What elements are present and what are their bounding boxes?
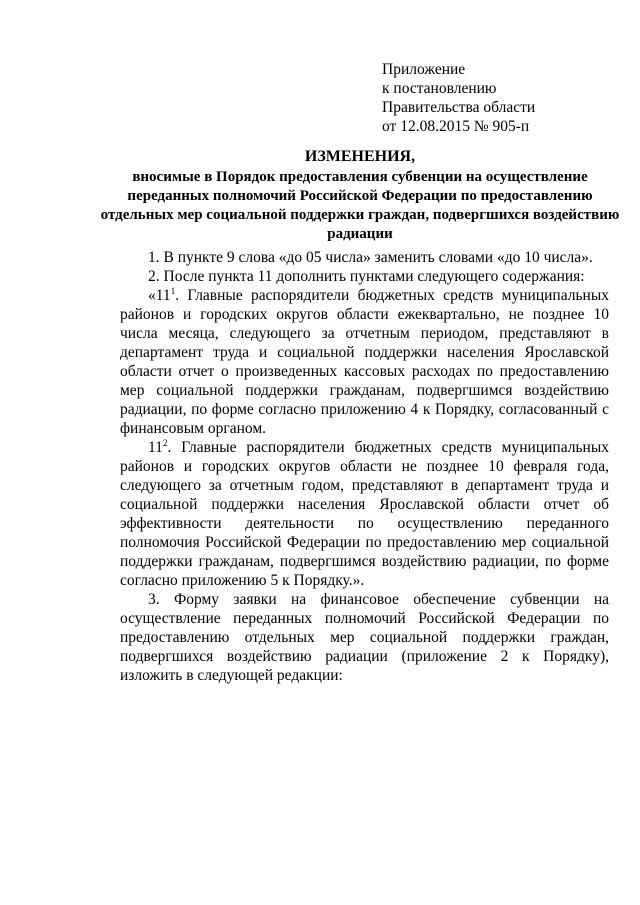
appendix-line: Приложение — [382, 61, 466, 78]
clause-text: . Главные распорядители бюджетных средств муниципальных районов и городских округов области ежеквартально, не позднее 10 числа месяца, следующего за отчетным периодом, представляют в департамент труда и социальной поддержки населения Ярославской области отчет о произведенных кассовых расходах по предоставлению мер социальной поддержки гражданам, подвергшимся воздействию радиации, по форме согласно приложению 4 к Порядку, согласованный с финансовым органом. — [120, 287, 609, 437]
heading-subtitle: вносимые в Порядок предоставления субвенции на осуществление переданных полномочий Российской Федерации по предоставлению отдельных мер социальной поддержки граждан, подвергшихся воздействию радиации — [100, 169, 620, 242]
clause-number: 11 — [148, 439, 163, 456]
clause-superscript: 1 — [170, 285, 176, 296]
clause-superscript: 2 — [162, 437, 168, 448]
appendix-line: к постановлению — [382, 80, 497, 97]
paragraph-item-11-2 — [120, 438, 609, 590]
appendix-date-line: от 12.08.2015 № 905-п — [382, 118, 530, 135]
paragraph-item-2: 2. После пункта 11 дополнить пунктами следующего содержания: — [148, 268, 585, 285]
document-heading — [100, 148, 620, 244]
paragraph-item-3: 3. Форму заявки на финансовое обеспечение субвенции на осуществление переданных полномочий Российской Федерации по предоставлению отдельных мер социальной поддержки граждан, подвергшихся воздействию радиации (приложение 2 к Порядку), изложить в следующей редакции: — [120, 591, 609, 684]
paragraph-item-11-1 — [120, 286, 609, 438]
heading-title: ИЗМЕНЕНИЯ, — [304, 148, 416, 165]
appendix-line: Правительства области — [382, 99, 536, 116]
appendix-block — [382, 60, 535, 136]
clause-text: . Главные распорядители бюджетных средств муниципальных районов и городских округов области не позднее 10 февраля года, следующего за отчетным годом, представляют в департамент труда и социальной поддержки населения Ярославской области отчет об эффективности деятельности по осуществлению переданного полномочия Российской Федерации по предоставлению мер социальной поддержки гражданам, подвергшимся воздействию радиации, по форме согласно приложению 5 к Порядку.». — [120, 439, 609, 589]
document-body — [120, 248, 609, 685]
paragraph-item-1: 1. В пункте 9 слова «до 05 числа» заменить словами «до 10 числа». — [148, 249, 593, 266]
clause-number: «11 — [148, 287, 171, 304]
